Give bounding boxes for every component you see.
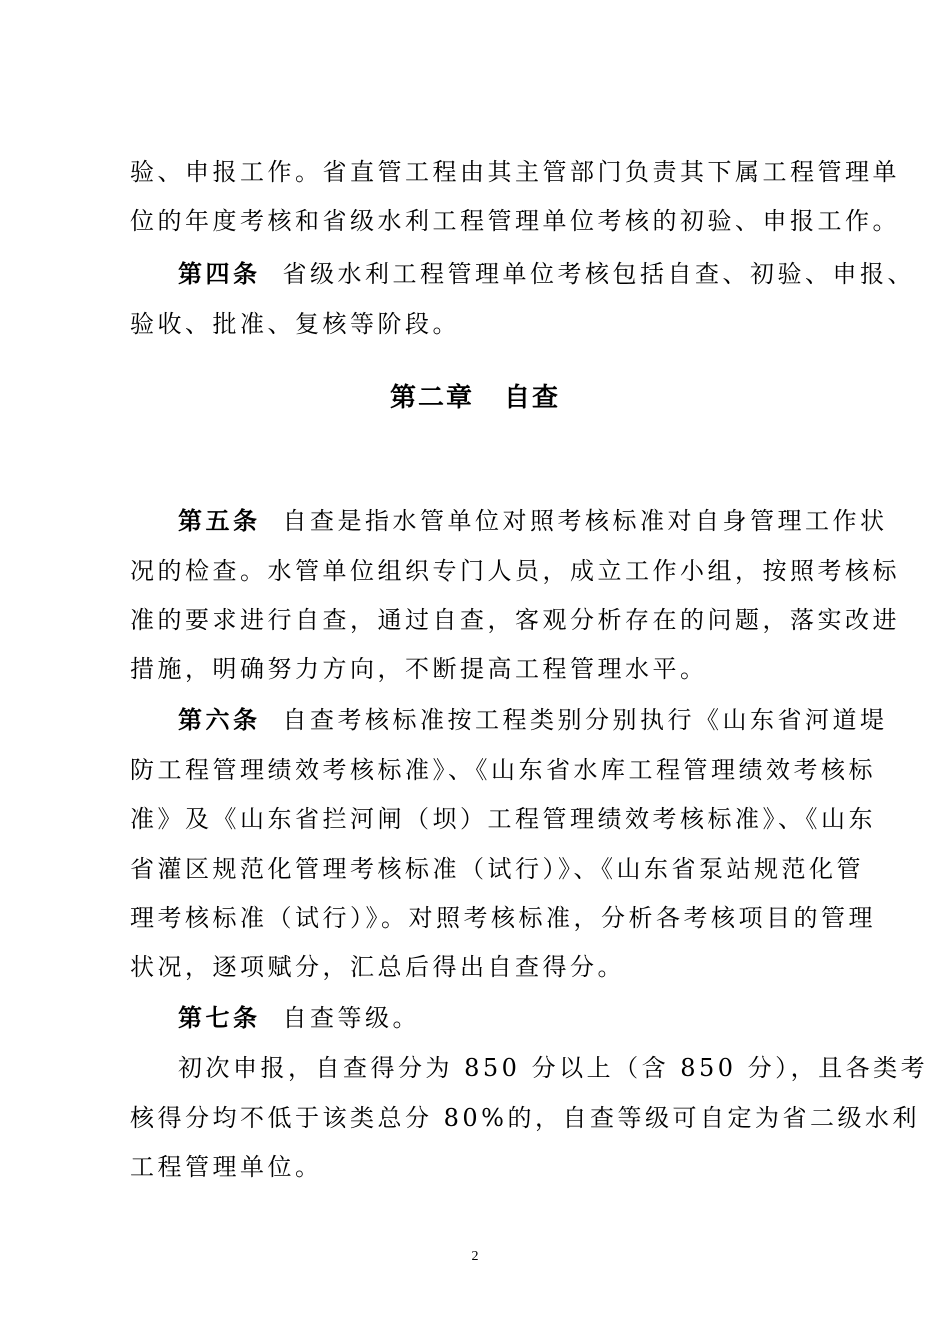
article-4-first-line	[178, 258, 915, 290]
article-7-text: 自查等级。	[282, 1004, 420, 1032]
paragraph-first-line: 初次申报，自查得分为 850 分以上（含 850 分），且各类考	[178, 1054, 929, 1082]
article-5-first-line	[178, 505, 888, 537]
paragraph-line: 验收、批准、复核等阶段。	[130, 310, 460, 338]
chapter-name: 自查	[504, 383, 561, 413]
article-7-title: 第七条	[178, 1004, 261, 1032]
paragraph-line: 防工程管理绩效考核标准》、《山东省水库工程管理绩效考核标	[130, 756, 876, 784]
paragraph-line: 理考核标准（试行）》。对照考核标准，分析各考核项目的管理	[130, 904, 876, 932]
article-6-text: 自查考核标准按工程类别分别执行《山东省河道堤	[282, 706, 888, 734]
paragraph-line: 工程管理单位。	[130, 1153, 323, 1181]
article-4-title: 第四条	[178, 260, 261, 288]
paragraph-line: 核得分均不低于该类总分 80%的，自查等级可自定为省二级水利	[130, 1104, 920, 1132]
article-6-title: 第六条	[178, 706, 261, 734]
article-4-text: 省级水利工程管理单位考核包括自查、初验、申报、	[282, 260, 915, 288]
article-6-first-line	[178, 704, 888, 736]
paragraph-line: 验、申报工作。省直管工程由其主管部门负责其下属工程管理单	[130, 158, 900, 186]
paragraph-line: 准》及《山东省拦河闸（坝）工程管理绩效考核标准》、《山东	[130, 805, 876, 833]
article-7-first-line	[178, 1002, 868, 1034]
chapter-number: 第二章	[389, 383, 474, 413]
paragraph-line: 准的要求进行自查，通过自查，客观分析存在的问题，落实改进	[130, 606, 900, 634]
page-number: 2	[471, 1249, 479, 1264]
paragraph-line: 省灌区规范化管理考核标准（试行）》、《山东省泵站规范化管	[130, 855, 864, 883]
paragraph-line: 况的检查。水管单位组织专门人员，成立工作小组，按照考核标	[130, 557, 900, 585]
paragraph-line: 位的年度考核和省级水利工程管理单位考核的初验、申报工作。	[130, 207, 900, 235]
article-5-text: 自查是指水管单位对照考核标准对自身管理工作状	[282, 507, 888, 535]
paragraph-line: 措施，明确努力方向，不断提高工程管理水平。	[130, 655, 708, 683]
chapter-heading	[0, 381, 950, 415]
article-5-title: 第五条	[178, 507, 261, 535]
paragraph-line: 状况，逐项赋分，汇总后得出自查得分。	[130, 953, 625, 981]
